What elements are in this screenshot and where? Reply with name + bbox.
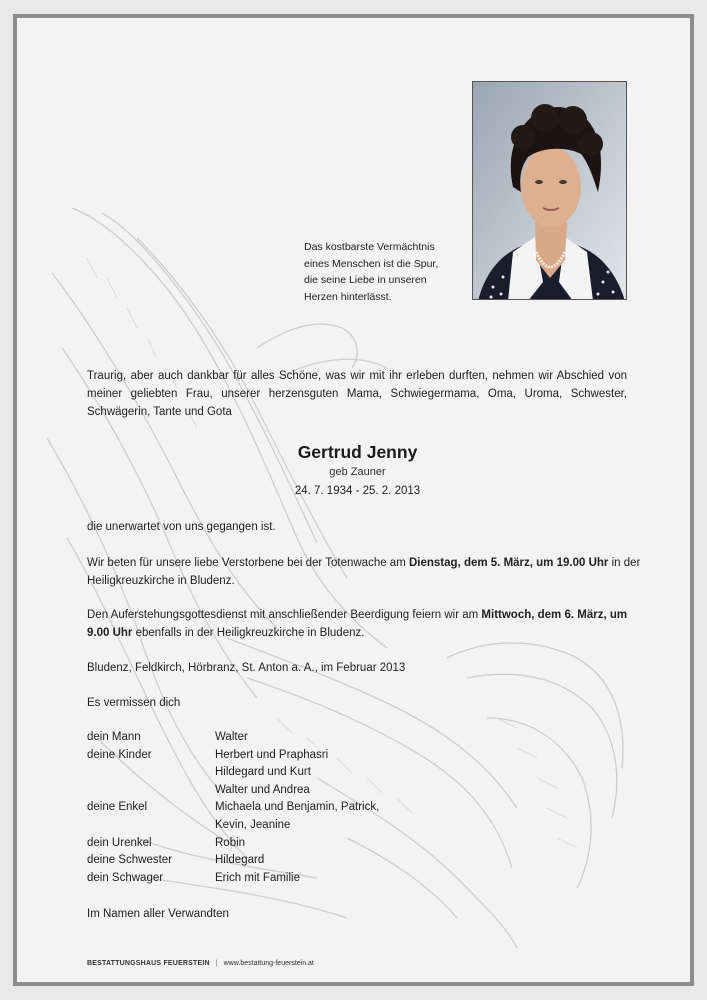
quote-line: Das kostbarste Vermächtnis — [304, 241, 435, 253]
life-dates: 24. 7. 1934 - 25. 2. 2013 — [294, 485, 421, 497]
family-row — [87, 852, 379, 870]
funeral-location: ebenfalls in der Heiligkreuzkirche in Bludenz. — [132, 627, 365, 639]
relative-names: Walter — [215, 731, 248, 743]
intro-paragraph: Traurig, aber auch dankbar für alles Schöne, was wir mit ihr erleben durften, nehmen wir Abschied von meiner geliebten Frau, unserer herzensguten Mama, Schwiegermama, Oma, Uroma, Schwester, Schwägerin, Tante und Gota — [87, 370, 627, 418]
relative-names: Robin — [215, 836, 246, 849]
relation — [87, 817, 215, 835]
footer — [87, 960, 314, 967]
passed-text: die unerwartet von uns gegangen ist. — [87, 521, 276, 533]
family-row — [87, 764, 379, 782]
relation: dein Urenkel — [87, 836, 152, 849]
family-row — [87, 870, 379, 888]
portrait-photo — [472, 81, 627, 300]
family-row — [87, 817, 379, 835]
funeral-paragraph — [87, 606, 647, 642]
relation: dein Schwager — [87, 871, 164, 884]
relative-names: Kevin, Jeanine — [215, 818, 291, 831]
wake-location: in der Heiligkreuzkirche in Bludenz. — [87, 557, 641, 587]
obituary-page — [13, 14, 694, 986]
relative-names: Walter und Andrea — [215, 783, 310, 796]
footer-separator: | — [215, 960, 218, 967]
quote-line: Herzen hinterlässt. — [304, 290, 392, 303]
relation — [87, 782, 215, 800]
family-row — [87, 799, 379, 817]
relation: deine Enkel — [87, 801, 148, 814]
funeral-home-name: BESTATTUNGSHAUS FEUERSTEIN — [87, 960, 210, 967]
place-date: Bludenz, Feldkirch, Hörbranz, St. Anton a. A., im Februar 2013 — [87, 662, 406, 674]
missed-text: Es vermissen dich — [87, 697, 181, 709]
funeral-date: Mittwoch, dem 6. März, um 9.00 Uhr — [87, 609, 628, 639]
relative-names: Erich mit Familie — [215, 871, 300, 884]
relation: deine Schwester — [87, 854, 173, 867]
relation — [87, 764, 215, 782]
relative-names: Michaela und Benjamin, Patrick, — [215, 801, 380, 814]
family-list — [87, 729, 379, 887]
family-row — [87, 747, 379, 765]
family-row — [87, 782, 379, 800]
wake-paragraph — [87, 554, 647, 590]
family-row — [87, 835, 379, 853]
wake-text: Wir beten für unsere liebe Verstorbene bei der Totenwache am — [87, 557, 409, 569]
deceased-name: Gertrud Jenny — [297, 442, 418, 462]
website-link[interactable]: www.bestattung-feuerstein.at — [223, 960, 314, 967]
family-row — [87, 729, 379, 747]
memorial-quote — [304, 239, 474, 305]
relation: dein Mann — [87, 731, 141, 743]
quote-line: eines Menschen ist die Spur, — [304, 257, 439, 270]
relative-names: Hildegard — [215, 854, 265, 867]
maiden-name: geb Zauner — [329, 466, 386, 478]
funeral-text: Den Auferstehungsgottesdienst mit anschließender Beerdigung feiern wir am — [87, 609, 482, 621]
relation: deine Kinder — [87, 748, 152, 761]
relative-names: Herbert und Praphasri — [215, 748, 329, 761]
wake-date: Dienstag, dem 5. März, um 19.00 Uhr — [408, 557, 609, 569]
quote-line: die seine Liebe in unseren — [304, 274, 427, 286]
closing-text: Im Namen aller Verwandten — [87, 908, 229, 920]
relative-names: Hildegard und Kurt — [215, 766, 311, 779]
